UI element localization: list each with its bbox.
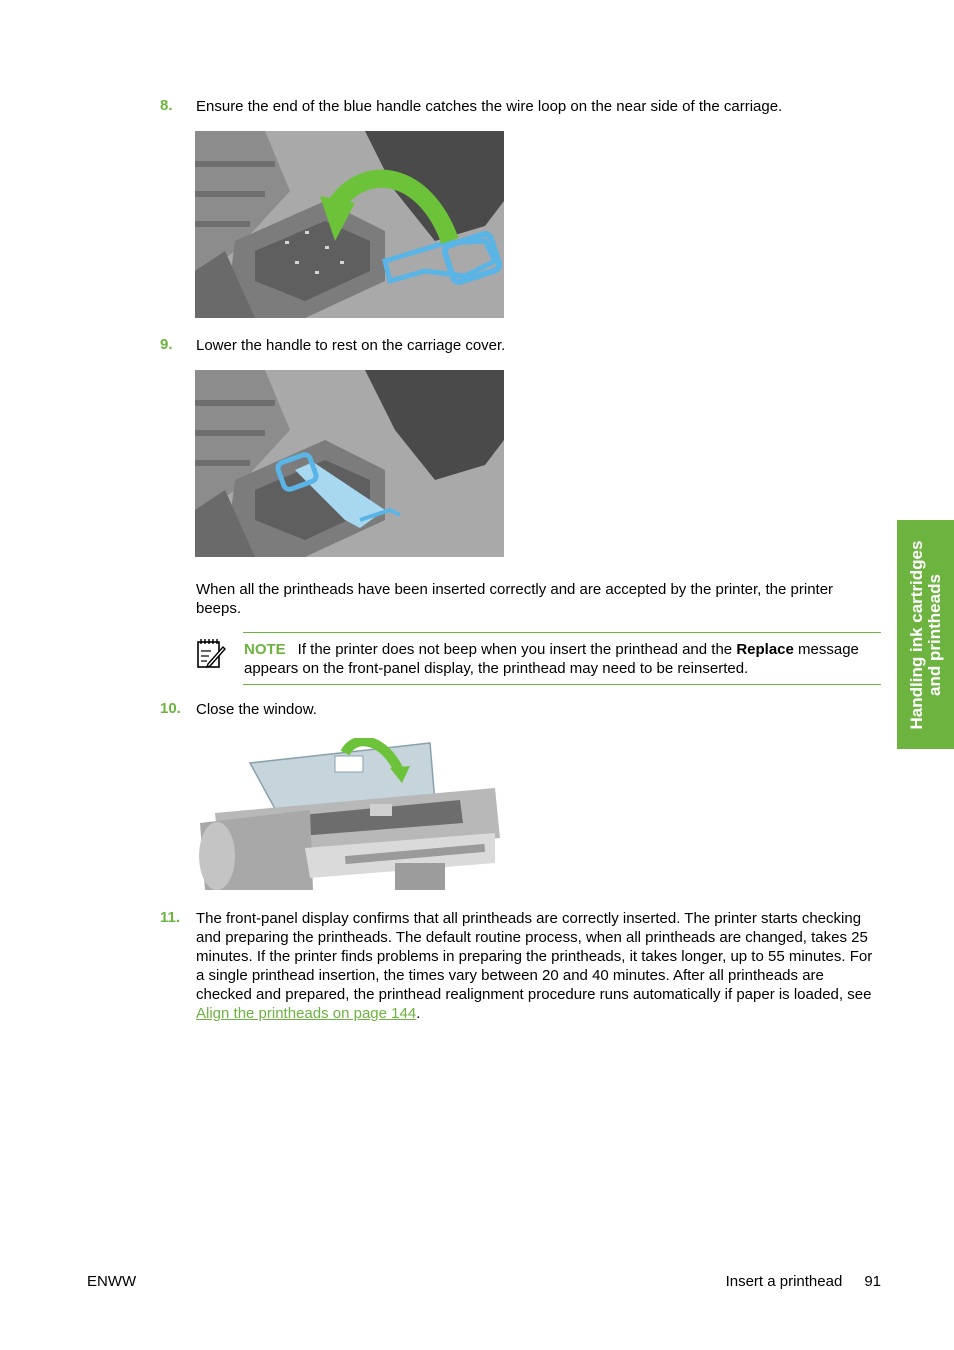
- align-printheads-link[interactable]: Align the printheads on page 144: [196, 1005, 417, 1022]
- chapter-side-tab-label: [908, 520, 944, 749]
- side-tab-line-1: Handling ink cartridges: [906, 540, 926, 729]
- chapter-side-tab: [897, 520, 954, 749]
- figure-closing-printer-window: [195, 738, 504, 890]
- footer-section-title: Insert a printhead: [725, 1273, 843, 1290]
- figure-handle-catching-wire-loop: [195, 131, 504, 318]
- step-8-number: 8.: [160, 97, 173, 114]
- printheads-accepted-paragraph: When all the printheads have been inserted correctly and are accepted by the printer, the printer beeps.: [196, 581, 834, 617]
- footer-left-label: ENWW: [87, 1273, 137, 1290]
- step-10-text: Close the window.: [196, 701, 317, 718]
- step-8-text: Ensure the end of the blue handle catches the wire loop on the near side of the carriage.: [196, 98, 783, 115]
- step-11-text-part: .: [416, 1005, 421, 1022]
- step-9-number: 9.: [160, 336, 173, 353]
- step-11-number: 11.: [160, 909, 181, 926]
- footer-right: [726, 1273, 881, 1290]
- note-text-part: If the printer does not beep when you insert the printhead and the: [297, 641, 737, 658]
- note-bold-word: Replace: [736, 641, 794, 658]
- note-text-part: message appears on the front-panel display, the printhead may need to be reinserted.: [244, 641, 859, 677]
- step-11-text: [196, 909, 882, 1023]
- step-9-text: Lower the handle to rest on the carriage cover.: [196, 337, 506, 354]
- step-11-text-part: The front-panel display confirms that all printheads are correctly inserted. The printer starts checking and preparing the printheads. The default routine process, when all printheads are changed, takes 25 minutes. If the printer finds problems in preparing the printheads, it takes longer, up to 55 minutes. For a single printhead insertion, the times vary between 20 and 40 minutes. After all printheads are checked and prepared, the printhead realignment procedure runs automatically if paper is loaded, see: [196, 910, 873, 1003]
- figure-handle-resting-on-carriage: [195, 370, 504, 557]
- note-pencil-icon: [196, 637, 226, 669]
- note-label: NOTE: [244, 641, 286, 658]
- note-bottom-rule: [243, 684, 881, 685]
- note-text: [244, 640, 880, 678]
- step-10-number: 10.: [160, 700, 181, 717]
- page-number: 91: [864, 1273, 881, 1290]
- note-top-rule: [243, 632, 881, 633]
- side-tab-line-2: and printheads: [924, 573, 944, 696]
